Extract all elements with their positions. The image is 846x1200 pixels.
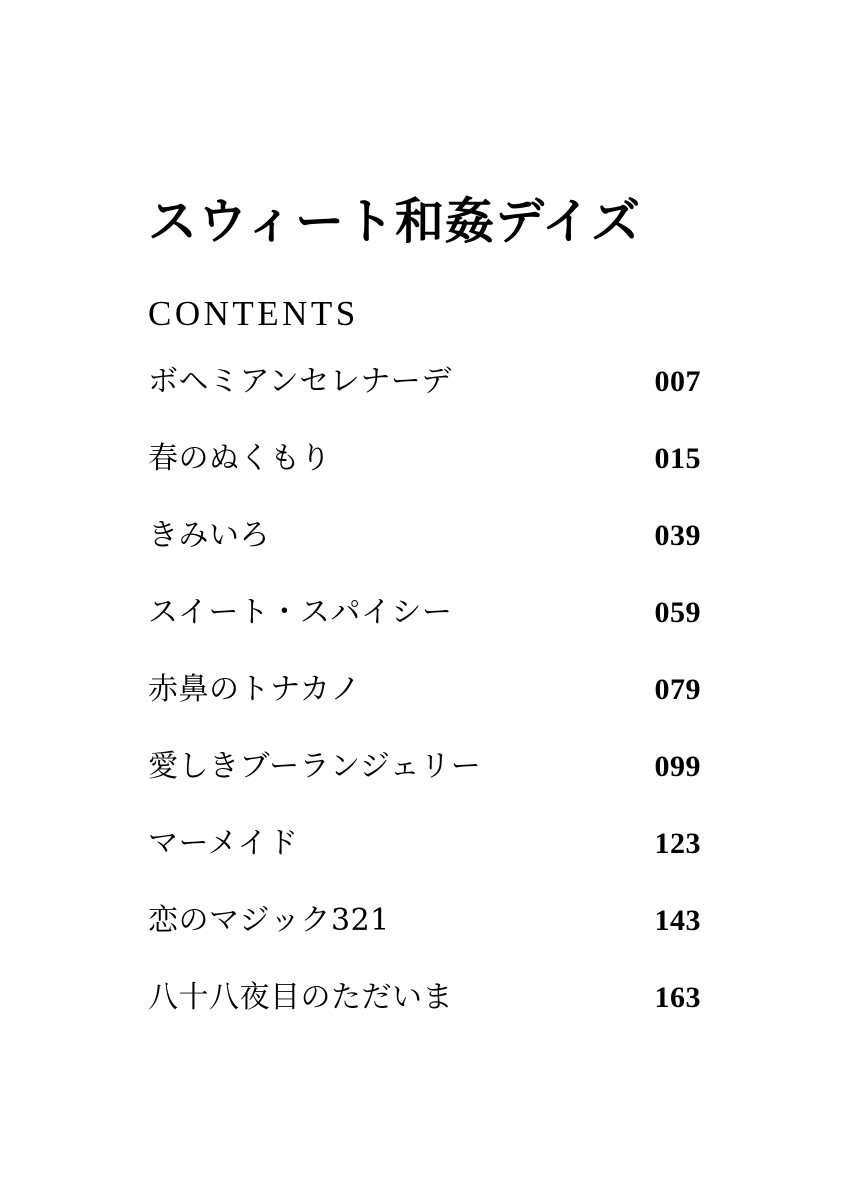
- toc-entry-title: 春のぬくもり: [148, 441, 331, 477]
- toc-entry[interactable]: [148, 972, 701, 1049]
- toc-entry-title: マーメイド: [148, 826, 299, 862]
- toc-entry-page: 163: [654, 981, 701, 1015]
- toc-entry[interactable]: [148, 587, 701, 664]
- toc-entry[interactable]: [148, 818, 701, 895]
- toc-entry[interactable]: [148, 895, 701, 972]
- toc-entry-title: ボヘミアンセレナーデ: [148, 364, 452, 400]
- toc-entry-page: 143: [654, 904, 701, 938]
- toc-entry[interactable]: [148, 356, 701, 433]
- toc-entry-page: 059: [654, 596, 701, 630]
- toc-entry-page: 007: [654, 365, 701, 399]
- toc-entry[interactable]: [148, 741, 701, 818]
- book-title: スウィート和姦デイズ: [148, 192, 642, 250]
- toc-entry[interactable]: [148, 510, 701, 587]
- toc-entry-page: 039: [654, 519, 701, 553]
- toc-entry-title: 恋のマジック321: [148, 903, 390, 939]
- toc-entry-title: 八十八夜目のただいま: [148, 980, 453, 1016]
- toc-list: [148, 334, 701, 1049]
- toc-entry-page: 079: [654, 673, 701, 707]
- toc-entry[interactable]: [148, 433, 701, 510]
- toc-entry-page: 099: [654, 750, 701, 784]
- toc-entry[interactable]: [148, 664, 701, 741]
- contents-heading: CONTENTS: [148, 294, 359, 334]
- toc-entry-page: 015: [654, 442, 701, 476]
- toc-entry-title: 赤鼻のトナカノ: [148, 672, 361, 708]
- toc-entry-title: 愛しきブーランジェリー: [148, 749, 482, 785]
- toc-entry-page: 123: [654, 827, 701, 861]
- toc-entry-title: きみいろ: [148, 518, 270, 554]
- toc-entry-title: スイート・スパイシー: [148, 595, 453, 631]
